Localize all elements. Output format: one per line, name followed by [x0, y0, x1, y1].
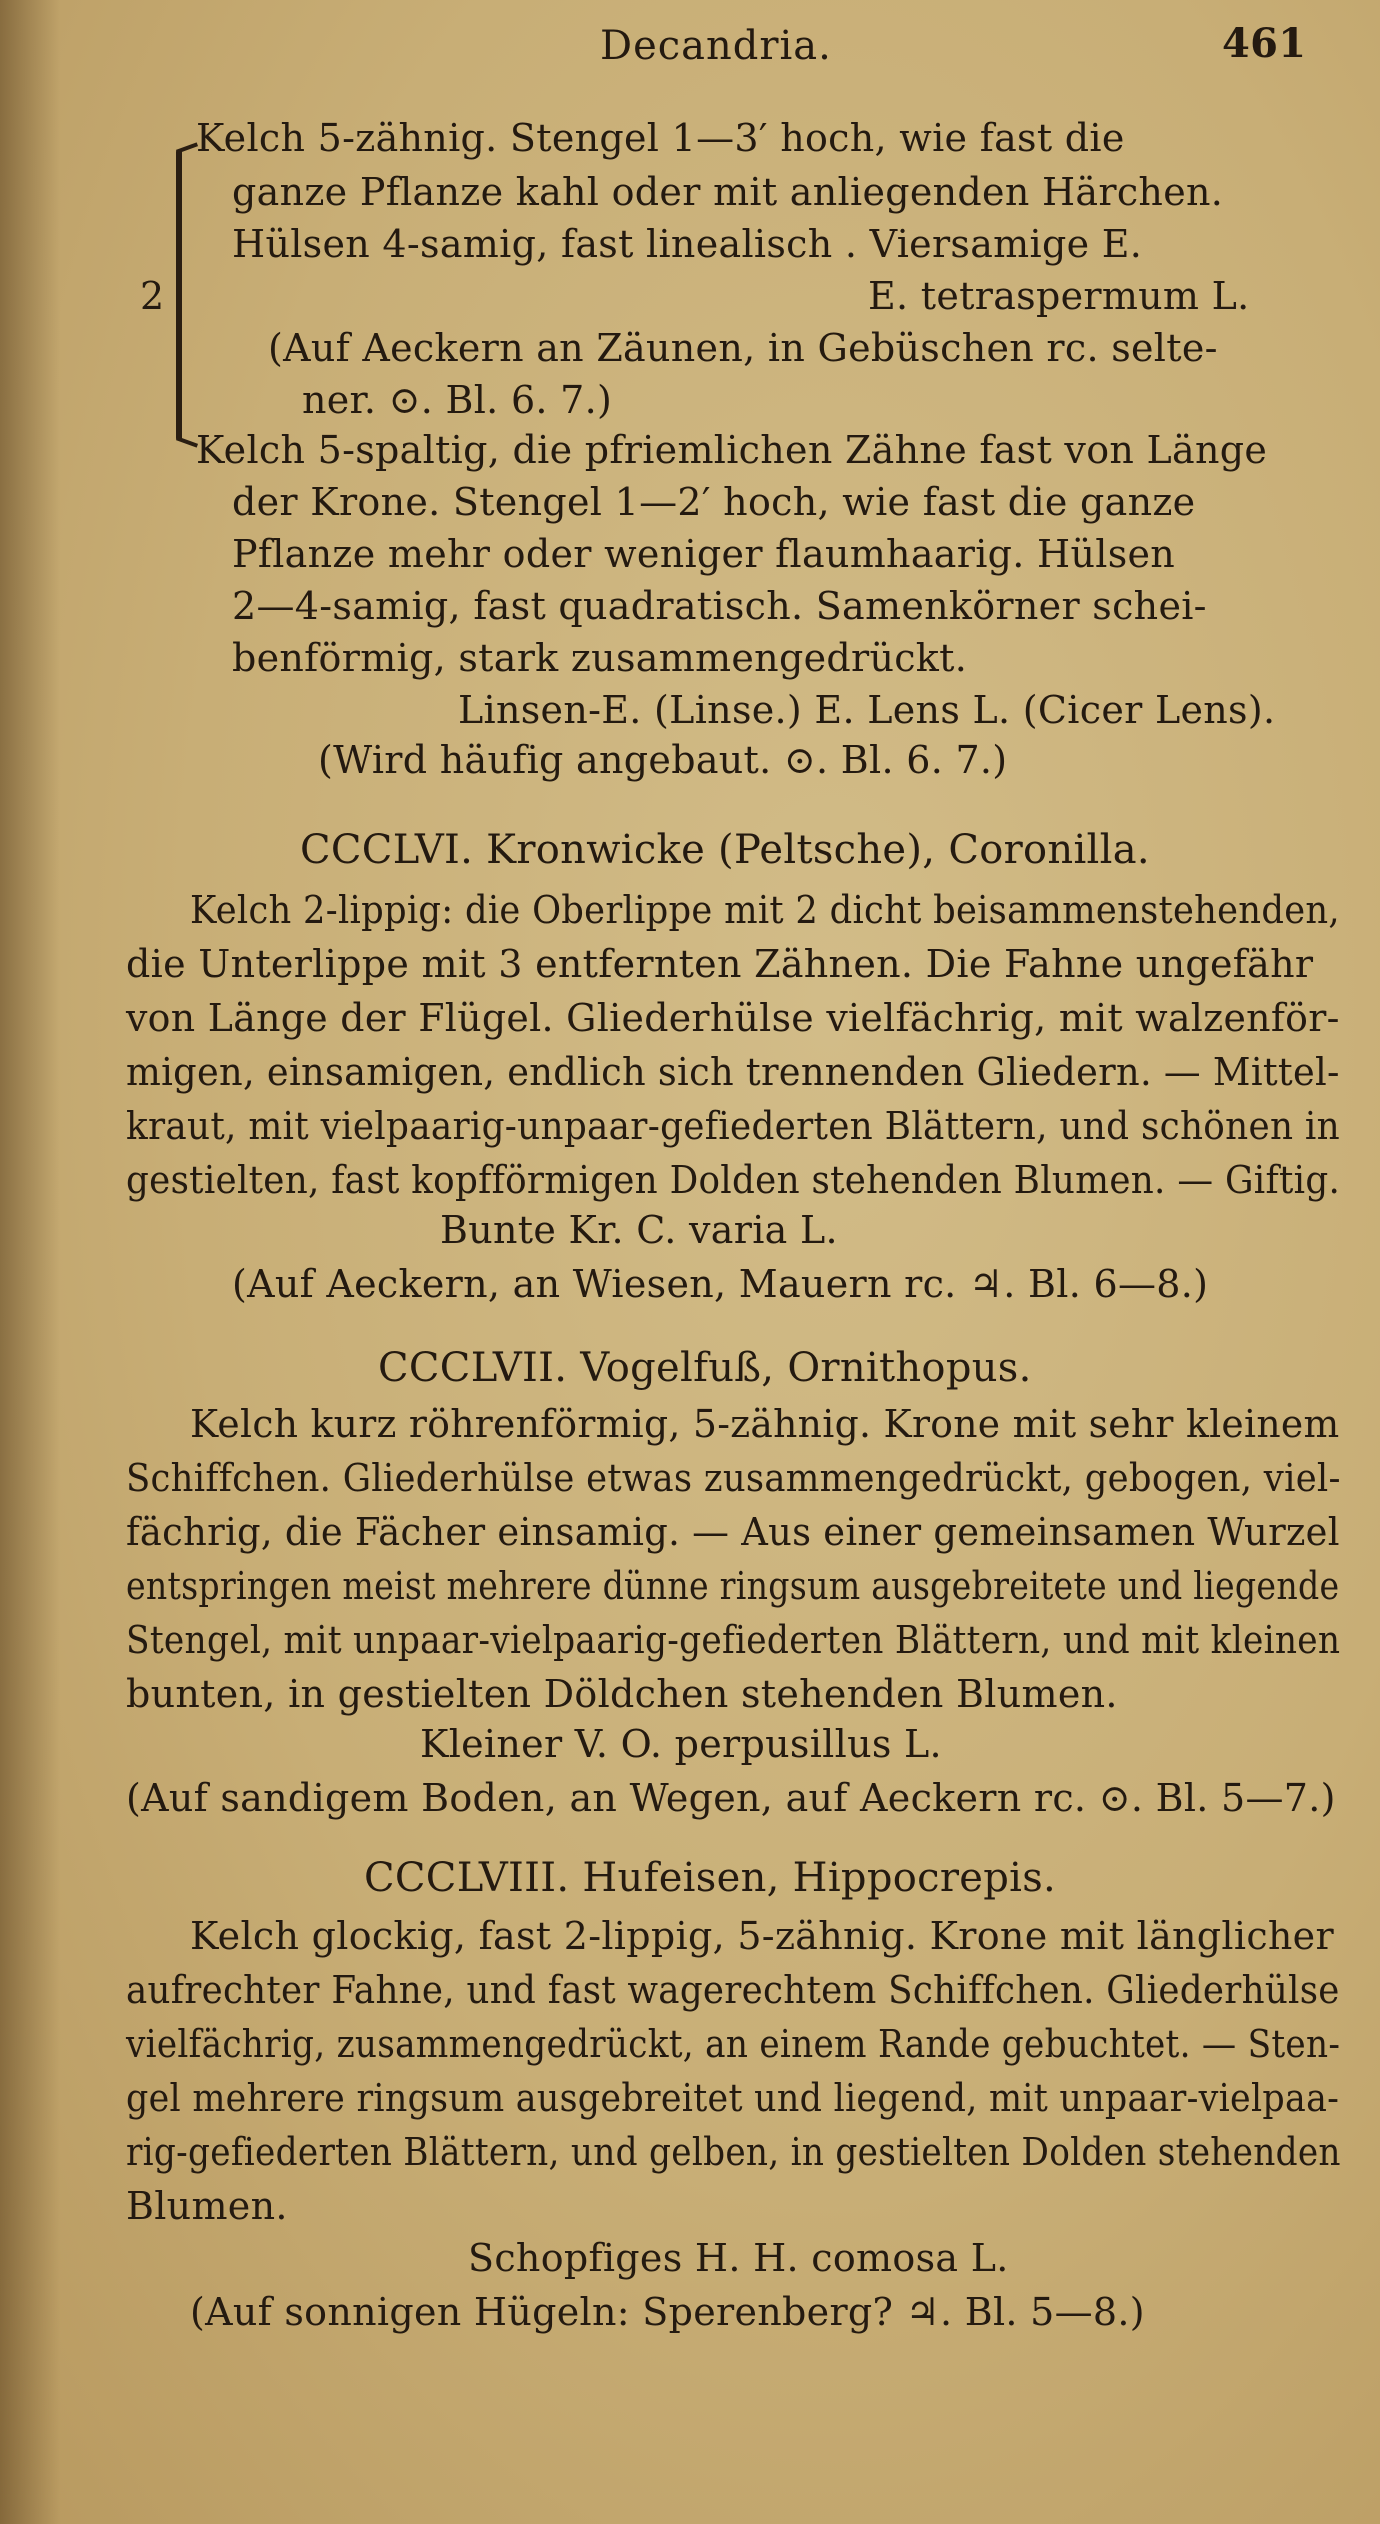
entry1-line: Kelch 5-zähnig. Stengel 1—3′ hoch, wie fast die	[196, 116, 1125, 160]
section2-line: entspringen meist mehrere dünne ringsum ausgebreitete und liegende	[126, 1564, 1340, 1608]
entry2-line: Pflanze mehr oder weniger flaumhaarig. Hülsen	[232, 532, 1176, 576]
brace-bottom-tick	[176, 436, 198, 447]
entry2-habitat: (Wird häufig angebaut. ⊙. Bl. 6. 7.)	[318, 738, 1008, 782]
entry1-species: E. tetraspermum L.	[868, 274, 1250, 318]
entry1-line: ganze Pflanze kahl oder mit anliegenden Härchen.	[232, 170, 1224, 214]
section2-line: fächrig, die Fächer einsamig. — Aus einer gemeinsamen Wurzel	[126, 1510, 1340, 1554]
brace-number: 2	[140, 274, 165, 318]
running-title: Decandria.	[600, 23, 832, 69]
entry2-species: Linsen-E. (Linse.) E. Lens L. (Cicer Lens).	[458, 688, 1276, 732]
section2-line: bunten, in gestielten Döldchen stehenden Blumen.	[126, 1672, 1118, 1716]
section1-line: migen, einsamigen, endlich sich trennenden Gliedern. — Mittel-	[126, 1050, 1340, 1094]
section1-line: kraut, mit vielpaarig-unpaar-gefiederten Blättern, und schönen in	[126, 1104, 1341, 1148]
section1-line: gestielten, fast kopfförmigen Dolden stehenden Blumen. — Giftig.	[126, 1158, 1341, 1202]
section3-line: Blumen.	[126, 2184, 288, 2228]
section3-habitat: (Auf sonnigen Hügeln: Sperenberg? ♃. Bl. 5—8.)	[190, 2290, 1145, 2334]
section1-line: Kelch 2-lippig: die Oberlippe mit 2 dicht beisammenstehenden,	[190, 888, 1340, 932]
section3-line: aufrechter Fahne, und fast wagerechtem Schiffchen. Gliederhülse	[126, 1968, 1340, 2012]
section1-habitat: (Auf Aeckern, an Wiesen, Mauern rc. ♃. Bl. 6—8.)	[232, 1262, 1209, 1306]
section2-species: Kleiner V. O. perpusillus L.	[420, 1722, 942, 1766]
section3-line: gel mehrere ringsum ausgebreitet und liegend, mit unpaar-vielpaa-	[126, 2076, 1340, 2120]
section2-line: Schiffchen. Gliederhülse etwas zusammengedrückt, gebogen, viel-	[126, 1456, 1341, 1500]
section3-species: Schopfiges H. H. comosa L.	[468, 2236, 1009, 2280]
entry2-line: Kelch 5-spaltig, die pfriemlichen Zähne fast von Länge	[196, 428, 1268, 472]
entry2-line: benförmig, stark zusammengedrückt.	[232, 636, 968, 680]
page-number: 461	[1222, 20, 1307, 67]
entry2-line: der Krone. Stengel 1—2′ hoch, wie fast die ganze	[232, 480, 1196, 524]
brace	[176, 150, 182, 440]
section2-habitat: (Auf sandigem Boden, an Wegen, auf Aeckern rc. ⊙. Bl. 5—7.)	[126, 1776, 1336, 1820]
section2-line: Stengel, mit unpaar-vielpaarig-gefiederten Blättern, und mit kleinen	[126, 1618, 1341, 1662]
section3-line: rig-gefiederten Blättern, und gelben, in gestielten Dolden stehenden	[126, 2130, 1341, 2174]
section1-line: die Unterlippe mit 3 entfernten Zähnen. Die Fahne ungefähr	[126, 942, 1314, 986]
section-heading-coronilla: CCCLVI. Kronwicke (Peltsche), Coronilla.	[300, 827, 1150, 873]
section3-line: vielfächrig, zusammengedrückt, an einem Rande gebuchtet. — Sten-	[126, 2022, 1341, 2066]
section3-line: Kelch glockig, fast 2-lippig, 5-zähnig. Krone mit länglicher	[190, 1914, 1334, 1958]
section1-line: von Länge der Flügel. Gliederhülse vielfächrig, mit walzenför-	[126, 996, 1340, 1040]
entry1-line: (Auf Aeckern an Zäunen, in Gebüschen rc. selte-	[268, 326, 1218, 370]
section2-line: Kelch kurz röhrenförmig, 5-zähnig. Krone mit sehr kleinem	[190, 1402, 1340, 1446]
entry2-line: 2—4-samig, fast quadratisch. Samenkörner schei-	[232, 584, 1207, 628]
entry1-line: ner. ⊙. Bl. 6. 7.)	[302, 378, 613, 422]
section-heading-ornithopus: CCCLVII. Vogelfuß, Ornithopus.	[378, 1345, 1032, 1391]
gutter-shadow	[0, 0, 60, 2524]
section-heading-hippocrepis: CCCLVIII. Hufeisen, Hippocrepis.	[364, 1855, 1057, 1901]
section1-species: Bunte Kr. C. varia L.	[440, 1208, 838, 1252]
entry1-line: Hülsen 4-samig, fast linealisch . Viersamige E.	[232, 222, 1143, 266]
